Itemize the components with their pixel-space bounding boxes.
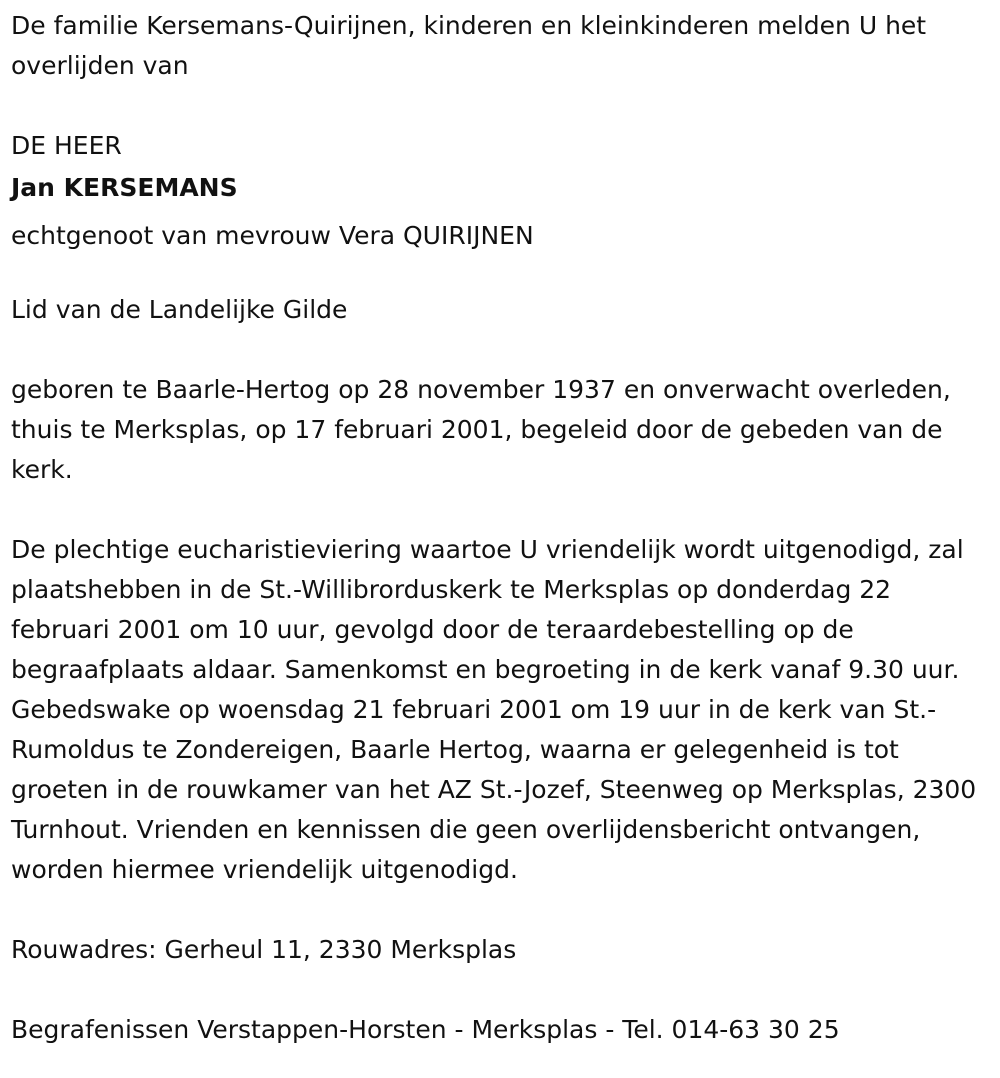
membership-line: Lid van de Landelijke Gilde [11, 295, 348, 324]
funeral-home-line: Begrafenissen Verstappen-Horsten - Merksplas - Tel. 014-63 30 25 [11, 1015, 840, 1044]
ceremony-paragraph: De plechtige eucharistieviering waartoe U vriendelijk wordt uitgenodigd, zal plaatshebben in de St.-Willibrorduskerk te Merksplas op donderdag 22 februari 2001 om 10 uur, gevolgd door de teraardebestelling op de begraafplaats aldaar. Samenkomst en begroeting in de kerk vanaf 9.30 uur. Gebedswake op woensdag 21 februari 2001 om 19 uur in de kerk van St.-Rumoldus te Zondereigen, Baarle Hertog, waarna er gelegenheid is tot groeten in de rouwkamer van het AZ St.-Jozef, Steenweg op Merksplas, 2300 Turnhout. Vrienden en kennissen die geen overlijdensbericht ontvangen, worden hiermee vriendelijk uitgenodigd. [11, 535, 977, 884]
spacer [11, 86, 990, 126]
spacer [11, 490, 990, 530]
mourning-address: Rouwadres: Gerheul 11, 2330 Merksplas [11, 935, 517, 964]
birth-death-paragraph: geboren te Baarle-Hertog op 28 november 1937 en onverwacht overleden, thuis te Merksplas, op 17 februari 2001, begeleid door de gebeden van de kerk. [11, 375, 951, 484]
spouse-line: echtgenoot van mevrouw Vera QUIRIJNEN [11, 221, 534, 250]
spacer [11, 330, 990, 370]
spacer [11, 890, 990, 930]
spacer [11, 970, 990, 1010]
deceased-name: Jan KERSEMANS [11, 173, 238, 202]
honorific: DE HEER [11, 131, 122, 160]
spacer [11, 262, 990, 290]
intro-text: De familie Kersemans-Quirijnen, kinderen en kleinkinderen melden U het overlijden van [11, 11, 927, 80]
